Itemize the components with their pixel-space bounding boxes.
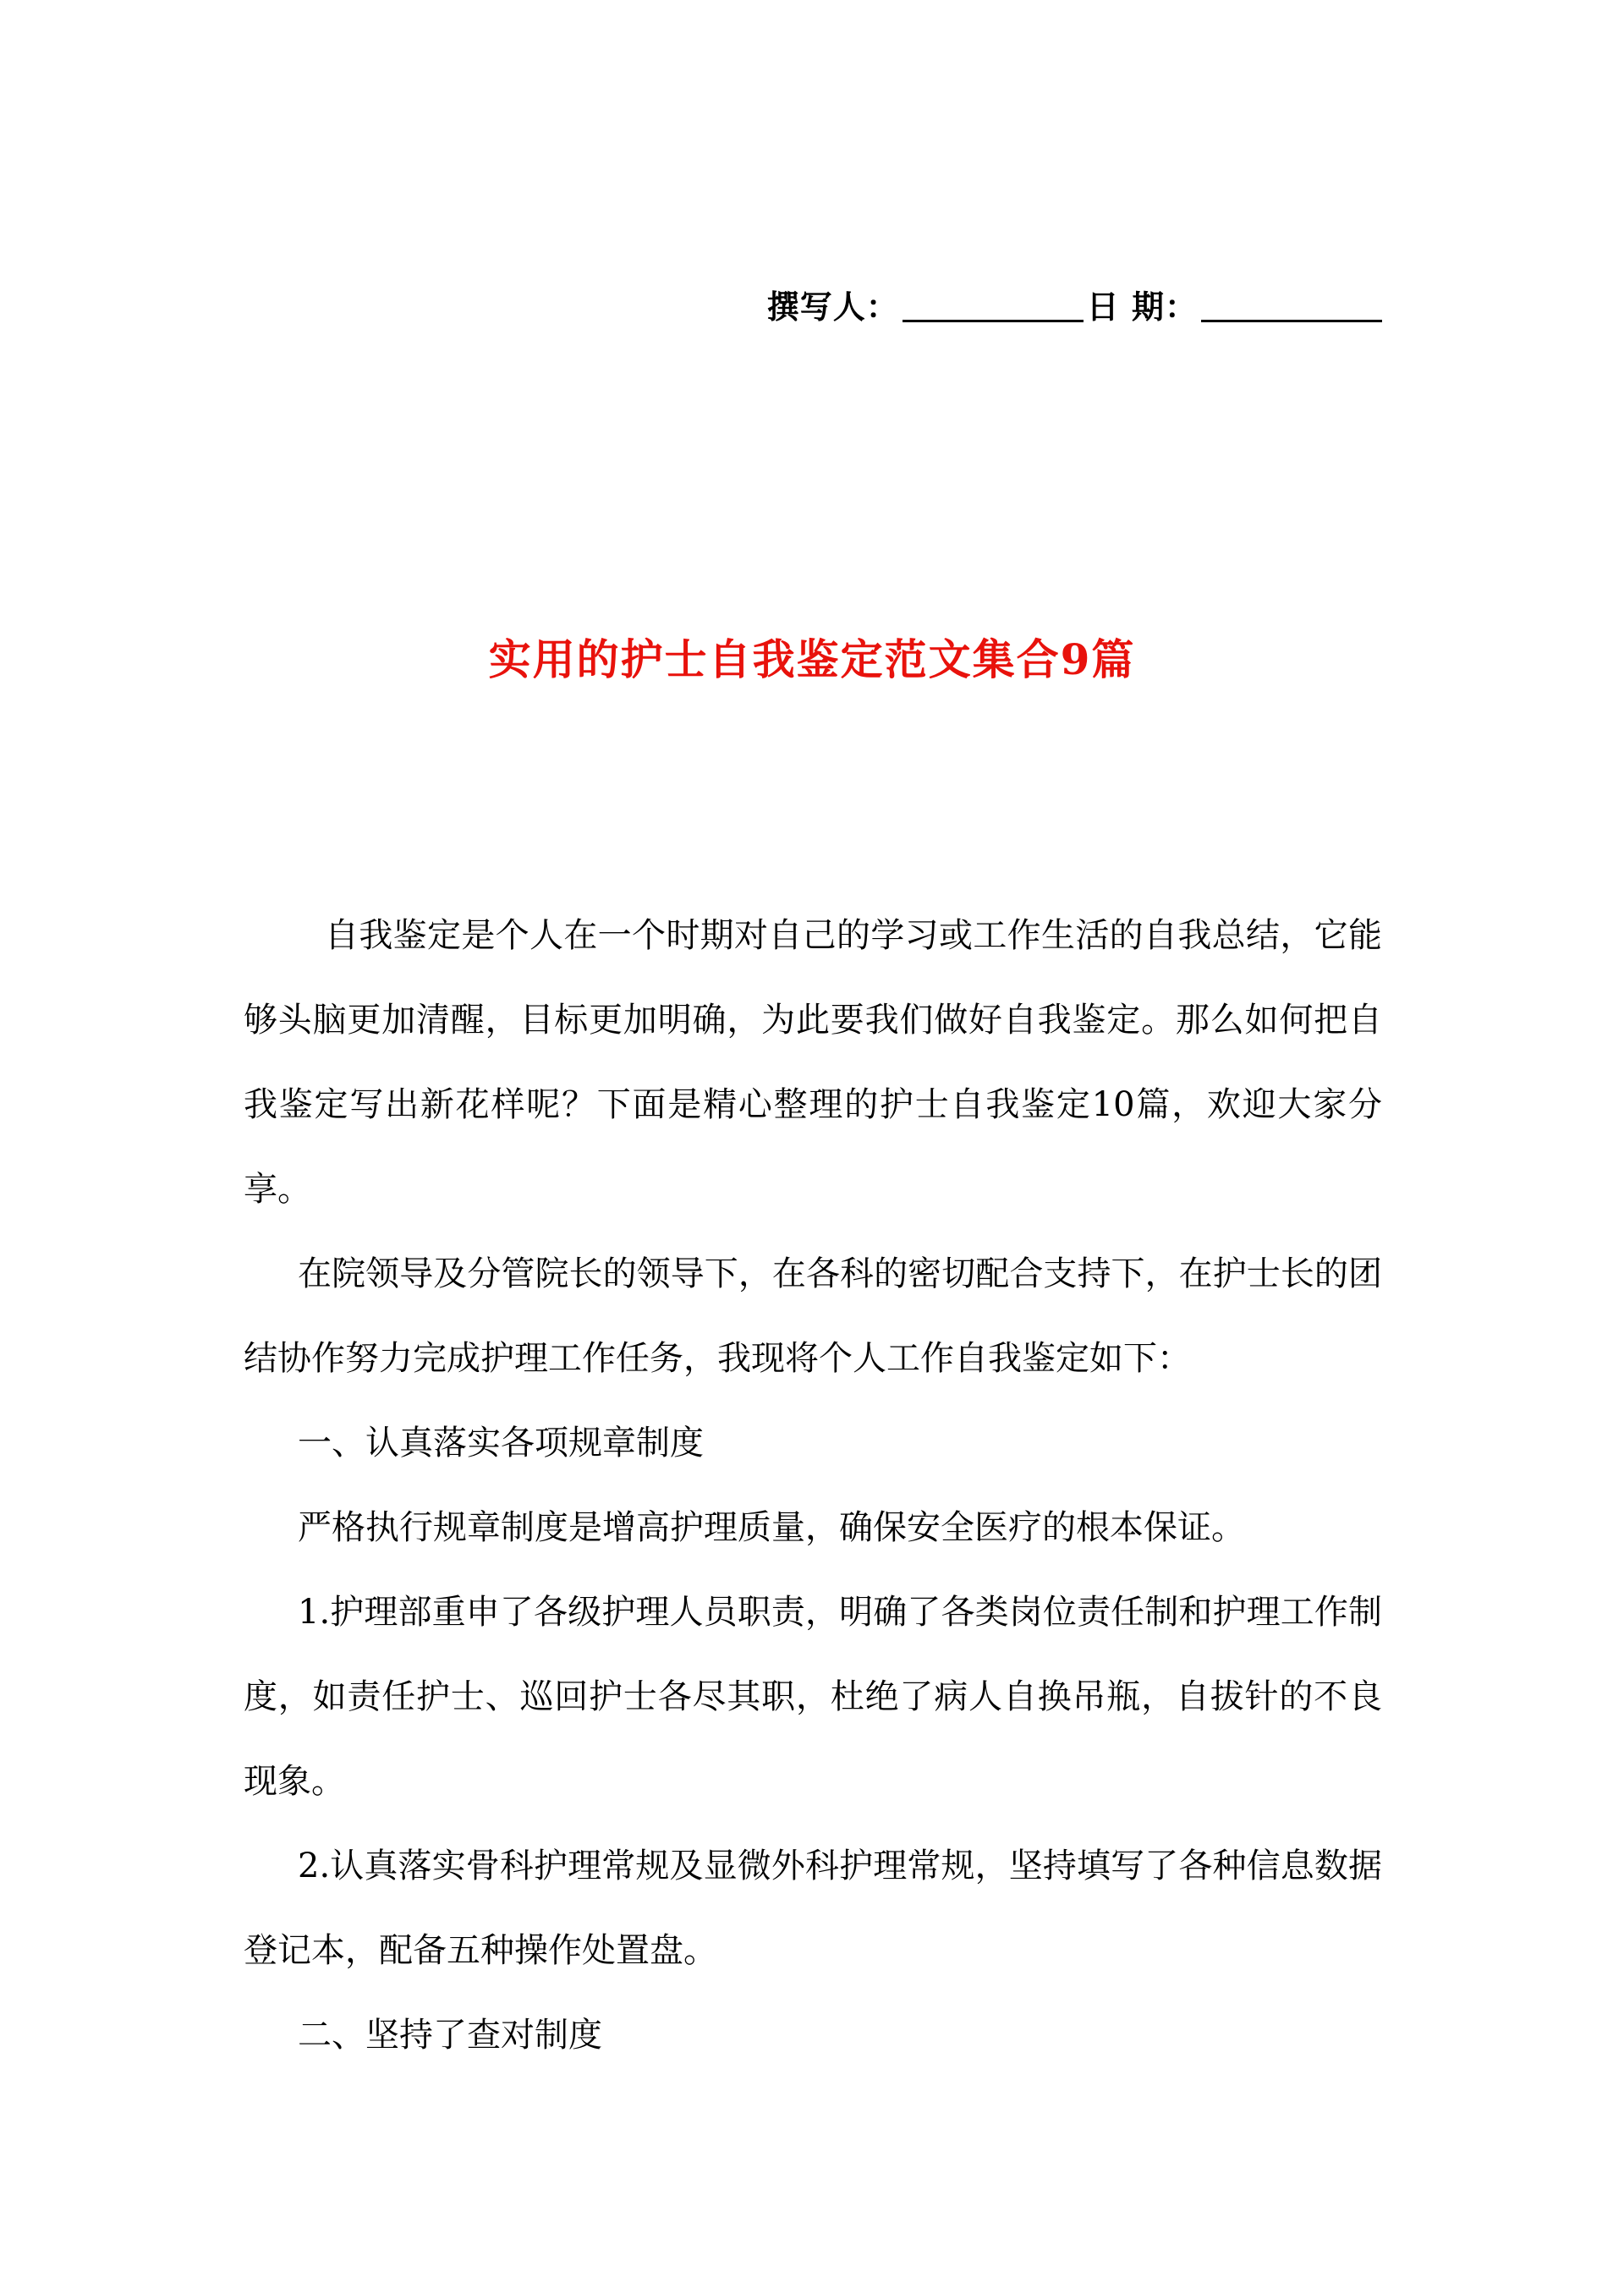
- paragraph-intro: 自我鉴定是个人在一个时期对自己的学习或工作生活的自我总结，它能够头脑更加清醒，目标更加明确，为此要我们做好自我鉴定。那么如何把自我鉴定写出新花样呢？下面是精心整理的护士自我鉴定10篇，欢迎大家分享。: [244, 916, 1382, 1209]
- section-heading-1: 一、认真落实各项规章制度: [298, 1424, 704, 1463]
- date-blank-field: [1201, 316, 1382, 322]
- author-label: 撰写人：: [766, 288, 899, 326]
- document-body: [244, 893, 1382, 2077]
- paragraph-preface: 在院领导及分管院长的领导下，在各科的密切配合支持下，在护士长的团结协作努力完成护理工作任务，我现将个人工作自我鉴定如下：: [244, 1254, 1382, 1378]
- paragraph-rules: 严格执行规章制度是增高护理质量，确保安全医疗的根本保证。: [298, 1508, 1245, 1547]
- document-title: 实用的护士自我鉴定范文集合9篇: [488, 634, 1136, 684]
- author-blank-field: [903, 316, 1084, 322]
- list-item-2: 2.认真落实骨科护理常规及显微外科护理常规，坚持填写了各种信息数据登记本，配备五种操作处置盘。: [244, 1847, 1382, 1970]
- author-date-line: [767, 281, 1385, 327]
- list-item-1: 1.护理部重申了各级护理人员职责，明确了各类岗位责任制和护理工作制度，如责任护士、巡回护士各尽其职，杜绝了病人自换吊瓶，自拔针的不良现象。: [244, 1593, 1382, 1801]
- section-heading-2: 二、坚持了查对制度: [298, 2016, 602, 2055]
- date-label: 日 期：: [1086, 288, 1198, 326]
